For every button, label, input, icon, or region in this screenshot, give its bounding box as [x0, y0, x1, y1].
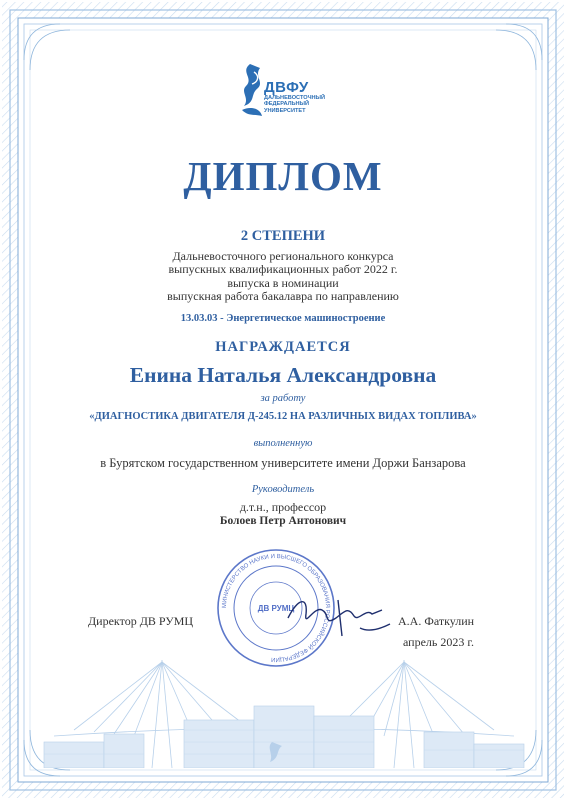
- contest-line-4: выпускная работа бакалавра по направлению: [167, 289, 399, 303]
- recipient-name: Енина Наталья Александровна: [129, 363, 437, 387]
- supervisor-name: Болоев Петр Антонович: [219, 515, 347, 527]
- logo-line-3: УНИВЕРСИТЕТ: [264, 107, 306, 114]
- director-position: Директор ДВ РУМЦ: [88, 614, 194, 628]
- university-name: в Бурятском государственном университете имени Доржи Банзарова: [100, 456, 466, 470]
- for-work-label: за работу: [260, 393, 306, 404]
- contest-line-1: Дальневосточного регионального конкурса: [172, 249, 394, 263]
- supervisor-degree: д.т.н., профессор: [239, 500, 327, 514]
- diploma-degree: 2 СТЕПЕНИ: [240, 228, 326, 244]
- director-name: А.А. Фаткулин: [398, 614, 475, 628]
- stamp-ring-text: МИНИСТЕРСТВО НАУКИ И ВЫСШЕГО ОБРАЗОВАНИЯ РОССИЙСКОЙ ФЕДЕРАЦИИ: [221, 553, 331, 663]
- handwritten-signature: [278, 588, 398, 640]
- contest-line-2: выпускных квалификационных работ 2022 г.: [168, 262, 398, 276]
- awarded-label: НАГРАЖДАЕТСЯ: [215, 339, 351, 355]
- dvfu-logo-text: [264, 80, 325, 114]
- diploma-title: ДИПЛОМ: [183, 153, 383, 199]
- contest-line-3: выпуска в номинации: [227, 276, 339, 290]
- logo-abbreviation: ДВФУ: [264, 79, 309, 96]
- stamp-center-text: ДВ РУМЦ: [257, 604, 295, 613]
- logo-line-1: ДАЛЬНЕВОСТОЧНЫЙ: [264, 95, 326, 101]
- logo-line-2: ФЕДЕРАЛЬНЫЙ: [264, 101, 310, 108]
- supervisor-label: Руководитель: [251, 484, 315, 495]
- issue-date: апрель 2023 г.: [403, 635, 474, 649]
- study-direction: 13.03.03 - Энергетическое машиностроение: [180, 313, 386, 324]
- work-title: «ДИАГНОСТИКА ДВИГАТЕЛЯ Д-245.12 НА РАЗЛИЧНЫХ ВИДАХ ТОПЛИВА»: [89, 411, 477, 422]
- completed-label: выполненную: [253, 438, 313, 449]
